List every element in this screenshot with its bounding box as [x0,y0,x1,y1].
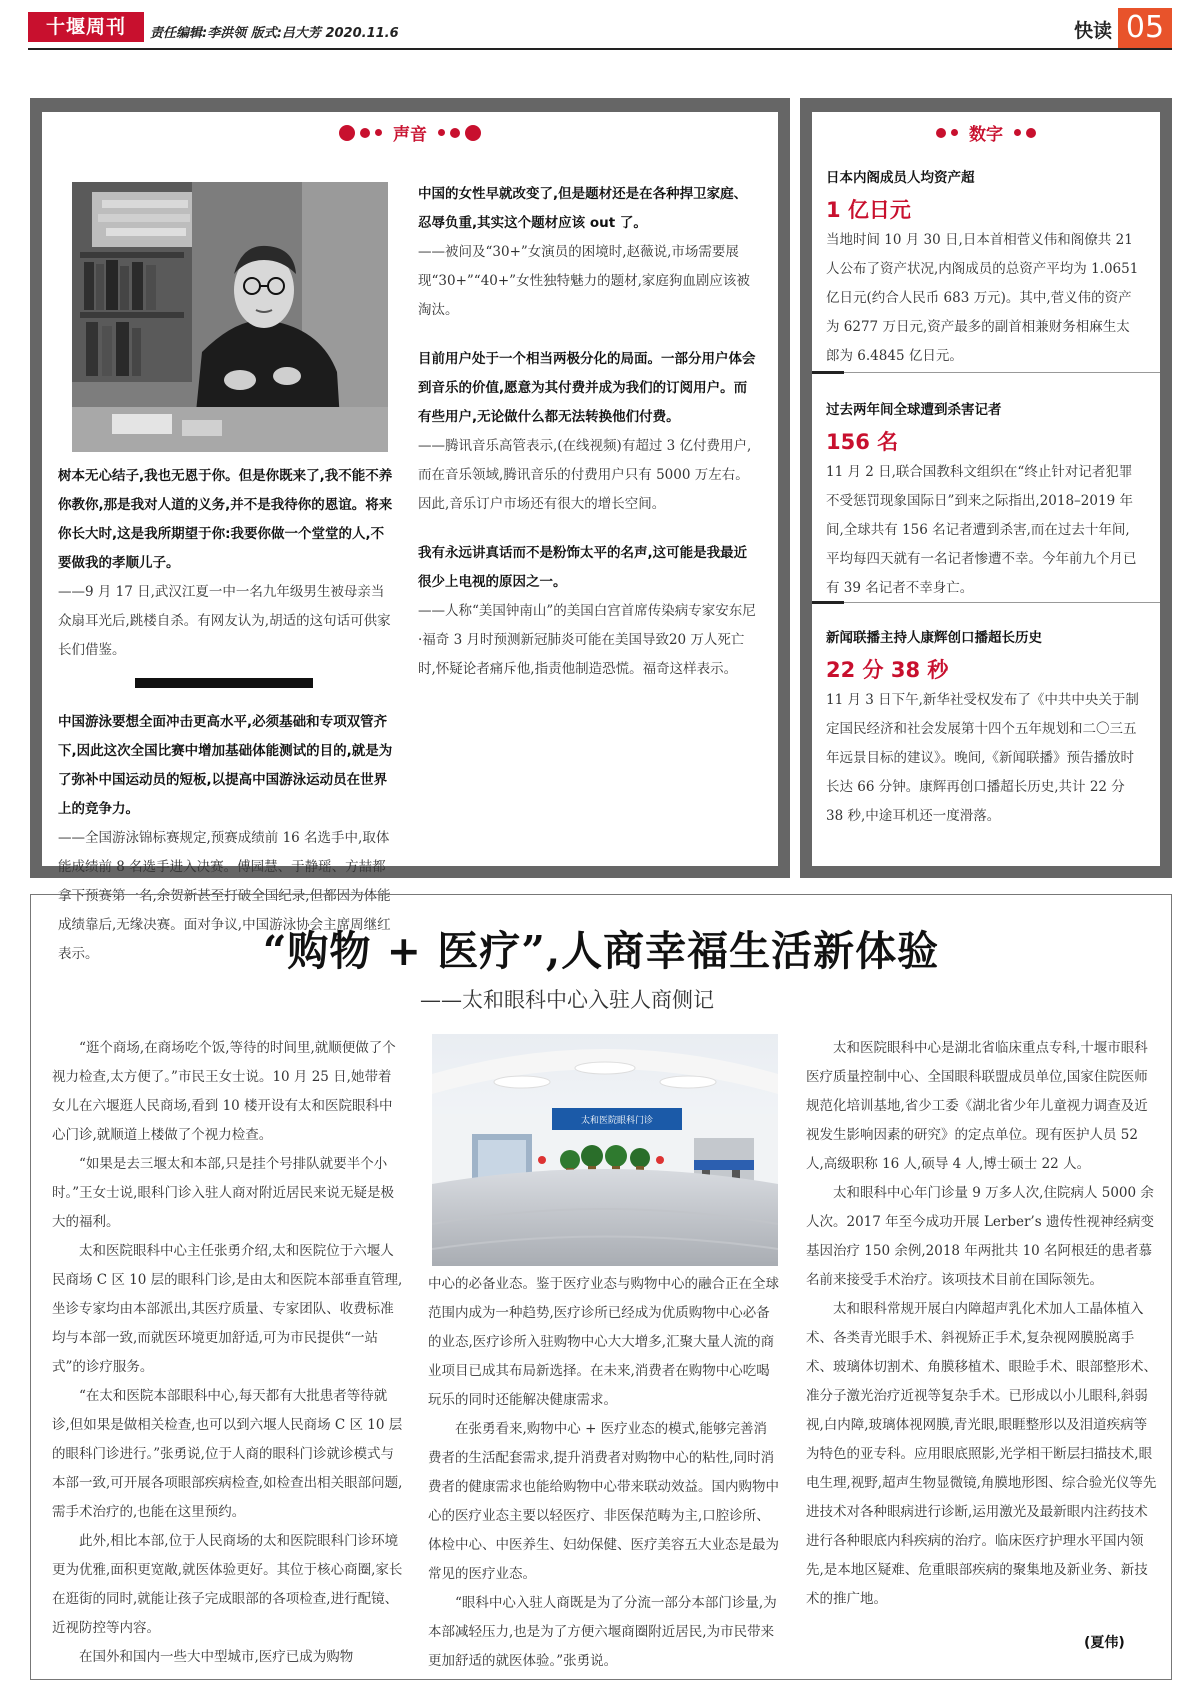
number-item-title: 新闻联播主持人康辉创口播超长历史 [826,630,1042,646]
article-headline: “购物 + 医疗”,人商幸福生活新体验 [262,927,940,975]
number-item-value: 1 亿日元 [826,198,911,222]
number-item-value: 22 分 38 秒 [826,658,949,682]
number-divider [812,602,1160,603]
article-column-3 [806,1034,1158,1614]
voice-column-1 [58,462,396,685]
portrait-photo [72,182,388,452]
article-subhead: ——太和眼科中心入驻人商侧记 [420,988,714,1012]
number-item-text: 11 月 3 日下午,新华社受权发布了《中共中央关于制定国民经济和社会发展第十四个五年规划和二〇三五年远景目标的建议》。晚间,《新闻联播》预告播放时长达 66 分钟。康辉再创口播超长历史,共计 22 分 38 秒,中途耳机还一度滑落。 [826,692,1139,824]
dot-icon [1026,128,1036,138]
voice-heading [42,120,778,145]
paragraph: 在国外和国内一些大中型城市,医疗已成为购物 [79,1649,354,1665]
clinic-illustration [432,1034,778,1266]
quote-item [58,462,396,665]
quote-attribution: ——人称“美国钟南山”的美国白宫首席传染病专家安东尼·福奇 3 月时预测新冠肺炎可能在美国导致20 万人死亡时,怀疑论者痛斥他,指责他制造恐慌。福奇这样表示。 [418,603,756,677]
section-name: 快读 [1074,20,1113,42]
article-column-1 [52,1034,404,1672]
voice-title: 声音 [393,125,427,145]
article-byline: (夏伟) [1084,1635,1125,1651]
paragraph: 太和医院眼科中心主任张勇介绍,太和医院位于六堰人民商场 C 区 10 层的眼科门诊,是由太和医院本部垂直管理,坐诊专家均由本部派出,其医疗质量、专家团队、收费标准均与本部一致,而就医环境更加舒适,可为市民提供“一站式”的诊疗服务。 [52,1243,403,1375]
quote-text: 我有永远讲真话而不是粉饰太平的名声,这可能是我最近很少上电视的原因之一。 [418,545,748,590]
number-item-2 [826,398,1142,603]
quote-text: 目前用户处于一个相当两极分化的局面。一部分用户体会到音乐的价值,愿意为其付费并成为我们的订阅用户。而有些用户,无论做什么都无法转换他们付费。 [418,351,756,425]
portrait-illustration [72,182,388,452]
dot-icon [438,129,445,136]
number-item-3 [826,626,1142,831]
paragraph: 太和眼科中心年门诊量 9 万多人次,住院病人 5000 余人次。2017 年至今成功开展 Lerber’s 遗传性视神经病变基因治疗 150 余例,2018 年两批共 10 名阿根廷的患者慕名前来接受手术治疗。该项技术目前在国际领先。 [806,1185,1154,1288]
quote-attribution: ——9 月 17 日,武汉江夏一中一名九年级男生被母亲当众扇耳光后,跳楼自杀。有网友认为,胡适的这句话可供家长们借鉴。 [58,584,391,658]
paragraph: 此外,相比本部,位于人民商场的太和医院眼科门诊环境更为优雅,面积更宽敞,就医体验更好。其位于核心商圈,家长在逛街的同时,就能让孩子完成眼部的各项检查,进行配镜、近视防控等内容。 [52,1533,403,1636]
paragraph: 太和医院眼科中心是湖北省临床重点专科,十堰市眼科医疗质量控制中心、全国眼科联盟成员单位,国家住院医师规范化培训基地,省少工委《湖北省少年儿童视力调查及近视发生影响因素的研究》的定点单位。现有医护人员 52 人,高级职称 16 人,硕导 4 人,博士硕士 22 人。 [806,1040,1148,1172]
number-item-text: 当地时间 10 月 30 日,日本首相菅义伟和阁僚共 21 人公布了资产状况,内阁成员的总资产平均为 1.0651 亿日元(约合人民币 683 万元)。其中,菅义伟的资产为 6277 万日元,资产最多的副首相兼财务相麻生太郎为 6.4845 亿日元。 [826,232,1139,364]
number-divider [812,372,1160,373]
quote-text: 中国的女性早就改变了,但是题材还是在各种捍卫家庭、忍辱负重,其实这个题材应该 out 了。 [418,186,748,231]
paragraph: “在太和医院本部眼科中心,每天都有大批患者等待就诊,但如果是做相关检查,也可以到六堰人民商场 C 区 10 层的眼科门诊进行。”张勇说,位于人商的眼科门诊就诊模式与本部一致,可开展各项眼部疾病检查,如检查出相关眼部问题,需手术治疗的,也能在这里预约。 [52,1388,403,1520]
editor-credits: 责任编辑:李洪领 版式:吕大芳 2020.11.6 [150,26,399,41]
dot-icon [375,129,382,136]
quote-item [418,180,758,325]
quote-attribution: ——腾讯音乐高管表示,(在线视频)有超过 3 亿付费用户,而在音乐领域,腾讯音乐的付费用户只有 5000 万左右。因此,音乐订户市场还有很大的增长空间。 [418,438,752,512]
dot-icon [360,128,370,138]
dot-icon [936,128,946,138]
quote-text: 树本无心结子,我也无恩于你。但是你既来了,我不能不养你教你,那是我对人道的义务,并不是我待你的恩谊。将来你长大时,这是我所期望于你:我要你做一个堂堂的人,不要做我的孝顺儿子。 [58,468,393,571]
header-rule [28,48,1172,50]
paragraph: 在张勇看来,购物中心 + 医疗业态的模式,能够完善消费者的生活配套需求,提升消费者对购物中心的粘性,同时消费者的健康需求也能给购物中心带来联动效益。国内购物中心的医疗业态主要以轻医疗、非医保范畴为主,口腔诊所、体检中心、中医养生、妇幼保健、医疗美容五大业态是最为常见的医疗业态。 [428,1421,779,1582]
number-item-title: 过去两年间全球遭到杀害记者 [826,402,1002,418]
numbers-title: 数字 [969,125,1003,145]
dot-icon [1014,129,1021,136]
page-number: 05 [1118,8,1172,48]
clinic-photo [432,1034,778,1266]
voice-column-2 [418,180,758,704]
number-item-title: 日本内阁成员人均资产超 [826,170,975,186]
paragraph: “如果是去三堰太和本部,只是挂个号排队就要半个小时。”王女士说,眼科门诊入驻人商对附近居民来说无疑是极大的福利。 [52,1156,394,1230]
number-item-text: 11 月 2 日,联合国教科文组织在“终止针对记者犯罪不受惩罚现象国际日”到来之际指出,2018–2019 年间,全球共有 156 名记者遭到杀害,而在过去十年间,平均每四天就有一名记者惨遭不幸。今年前九个月已有 39 名记者不幸身亡。 [826,464,1137,596]
quote-text: 中国游泳要想全面冲击更高水平,必须基础和专项双管齐下,因此这次全国比赛中增加基础体能测试的目的,就是为了弥补中国运动员的短板,以提高中国游泳运动员在世界上的竞争力。 [58,714,393,817]
dot-icon [450,128,460,138]
divider-bar [135,678,313,688]
paragraph: “眼科中心入驻人商既是为了分流一部分本部门诊量,为本部减轻压力,也是为了方便六堰商圈附近居民,为市民带来更加舒适的就医体验。”张勇说。 [428,1595,777,1669]
dot-icon [465,125,481,141]
paragraph: 中心的必备业态。鉴于医疗业态与购物中心的融合正在全球范围内成为一种趋势,医疗诊所已经成为优质购物中心必备的业态,医疗诊所入驻购物中心大大增多,汇聚大量人流的商业项目已成其布局新选择。在未来,消费者在购物中心吃喝玩乐的同时还能解决健康需求。 [428,1276,779,1408]
quote-attribution: ——全国游泳锦标赛规定,预赛成绩前 16 名选手中,取体能成绩前 8 名选手进入决赛。傅园慧、于静瑶、方喆都拿下预赛第一名,余贺新甚至打破全国纪录,但都因为体能成绩靠后,无缘决赛。面对争议,中国游泳协会主席周继红表示。 [58,830,391,962]
quote-attribution: ——被问及“30+”女演员的困境时,赵薇说,市场需要展现“30+”“40+”女性独特魅力的题材,家庭狗血剧应该被淘汰。 [418,244,750,318]
paragraph: 太和眼科常规开展白内障超声乳化术加人工晶体植入术、各类青光眼手术、斜视矫正手术,复杂视网膜脱离手术、玻璃体切割术、角膜移植术、眼睑手术、眼部整形术、准分子激光治疗近视等复杂手术。已形成以小儿眼科,斜弱视,白内障,玻璃体视网膜,青光眼,眼睚整形以及泪道疾病等为特色的亚专科。应用眼底照影,光学相干断层扫描技术,眼电生理,视野,超声生物显微镜,角膜地形图、综合验光仪等先进技术对各种眼病进行诊断,运用激光及最新眼内注药技术进行各种眼底内科疾病的治疗。临床医疗护理水平国内领先,是本地区疑难、危重眼部疾病的聚集地及新业务、新技术的推广地。 [806,1301,1157,1607]
dot-icon [951,129,958,136]
quote-item [418,539,758,684]
dot-icon [339,125,355,141]
paragraph: “逛个商场,在商场吃个饭,等待的时间里,就顺便做了个视力检查,太方便了。”市民王女士说。10 月 25 日,她带着女儿在六堰逛人民商场,看到 10 楼开设有太和医院眼科中心门诊,就顺道上楼做了个视力检查。 [52,1040,396,1143]
quote-item [418,345,758,519]
numbers-heading [812,120,1160,145]
number-item-1 [826,166,1142,371]
clinic-sign-text: 太和医院眼科门诊 [580,1116,654,1126]
masthead-logo: 十堰周刊 [28,12,144,42]
number-item-value: 156 名 [826,430,899,454]
article-column-2 [428,1270,780,1676]
